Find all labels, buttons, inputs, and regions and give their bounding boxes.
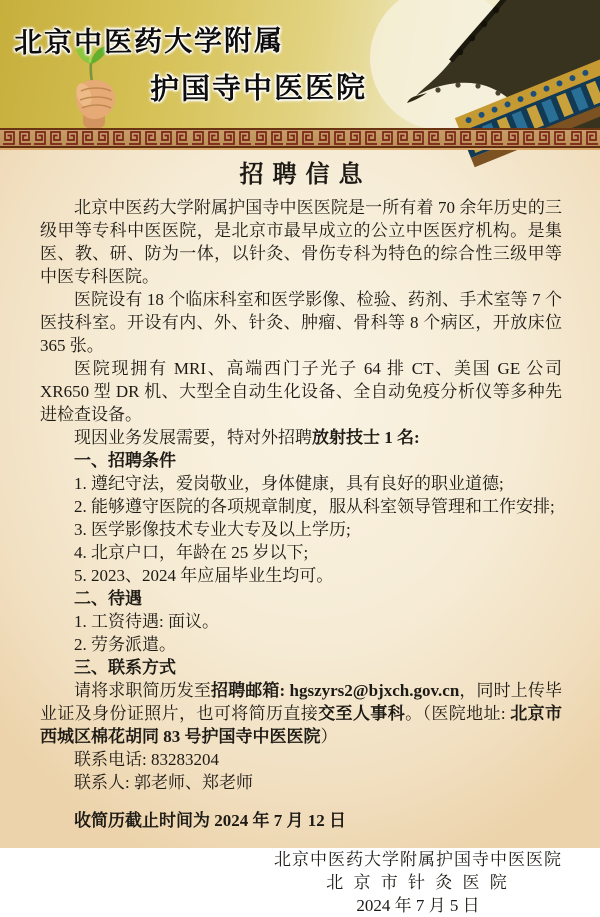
org-name-line2: 护国寺中医医院 <box>149 72 368 106</box>
section-heading-conditions: 一、招聘条件 <box>74 451 176 470</box>
meander-motif <box>380 131 410 145</box>
section-heading-salary: 二、待遇 <box>74 589 142 608</box>
meander-motif <box>411 131 441 145</box>
contact-phone: 联系电话: 83283204 <box>74 750 219 769</box>
meander-motif <box>569 131 599 145</box>
notice-body <box>0 150 600 915</box>
meander-motif <box>254 131 284 145</box>
meander-motif <box>317 131 347 145</box>
intro-paragraph: 医院现拥有 MRI、高端西门子光子 64 排 CT、美国 GE 公司 XR650 型 DR 机、大型全自动生化设备、全自动免疫分析仪等多种先进检查设备。 <box>40 359 562 424</box>
meander-motif <box>2 131 32 145</box>
meander-motif <box>348 131 378 145</box>
signature-org-1: 北京中医药大学附属护国寺中医医院 <box>274 850 562 869</box>
temple-roof-eave-icon <box>408 0 600 128</box>
org-name-line1: 北京中医药大学附属 <box>13 25 285 60</box>
meander-motif <box>474 131 504 145</box>
intro-paragraph: 医院设有 18 个临床科室和医学影像、检验、药剂、手术室等 7 个医技科室。开设有内、外、针灸、肿瘤、骨科等 8 个病区，开放床位 365 张。 <box>40 290 562 355</box>
meander-motif <box>65 131 95 145</box>
header-banner <box>0 0 600 128</box>
meander-motif <box>506 131 536 145</box>
meander-motif <box>537 131 567 145</box>
meander-motif <box>33 131 63 145</box>
meander-pattern-border <box>0 128 600 150</box>
condition-item: 3. 医学影像技术专业大专及以上学历; <box>74 520 351 539</box>
section-heading-contact: 三、联系方式 <box>74 658 176 677</box>
condition-item: 4. 北京户口，年龄在 25 岁以下; <box>74 543 309 562</box>
condition-item: 2. 能够遵守医院的各项规章制度，服从科室领导管理和工作安排; <box>74 497 555 516</box>
page-title: 招聘信息 <box>239 162 372 188</box>
contact-paragraph: 请将求职简历发至招聘邮箱: hgszyrs2@bjxch.gov.cn，同时上传毕业证及身份证照片，也可将简历直接交至人事科。（医院地址: 北京市西城区棉花胡同 83 号护国寺中医医院） <box>40 681 563 746</box>
signature-org-2: 北 京 市 针 灸 医 院 <box>326 873 510 892</box>
signature-date: 2024 年 7 月 5 日 <box>356 896 480 915</box>
meander-motif <box>222 131 252 145</box>
contact-person: 联系人: 郭老师、郑老师 <box>74 773 253 792</box>
condition-item: 5. 2023、2024 年应届毕业生均可。 <box>74 566 334 585</box>
recruit-position-line: 现因业务发展需要，特对外招聘放射技士 1 名: <box>74 428 420 447</box>
deadline-line: 收简历截止时间为 2024 年 7 月 12 日 <box>74 811 346 830</box>
meander-motif <box>443 131 473 145</box>
meander-motif <box>96 131 126 145</box>
condition-item: 1. 遵纪守法，爱岗敬业，身体健康，具有良好的职业道德; <box>74 474 504 493</box>
meander-motif <box>128 131 158 145</box>
salary-item: 1. 工资待遇: 面议。 <box>74 612 219 631</box>
meander-motif <box>191 131 221 145</box>
meander-motif <box>285 131 315 145</box>
salary-item: 2. 劳务派遣。 <box>74 635 176 654</box>
intro-paragraph: 北京中医药大学附属护国寺中医医院是一所有着 70 余年历史的三级甲等专科中医医院，是北京市最早成立的公立中医医疗机构。是集医、教、研、防为一体，以针灸、骨伤专科为特色的综合性三级甲等中医专科医院。 <box>40 198 562 286</box>
signature-block <box>274 848 562 917</box>
meander-motif <box>159 131 189 145</box>
